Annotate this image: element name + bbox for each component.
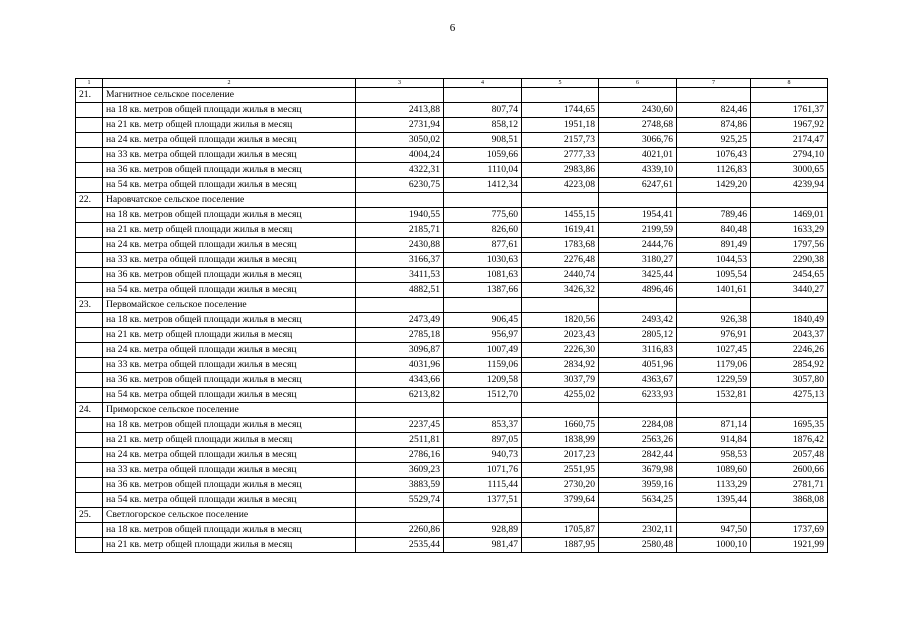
value-cell: 956,97: [444, 328, 522, 343]
section-name: Наровчатское сельское поселение: [103, 193, 356, 208]
value-cell: 1387,66: [444, 283, 522, 298]
value-cell: 2185,71: [356, 223, 444, 238]
empty-cell: [76, 523, 103, 538]
empty-cell: [751, 193, 828, 208]
value-cell: 2430,60: [599, 103, 677, 118]
value-cell: 2174,47: [751, 133, 828, 148]
value-cell: 874,86: [677, 118, 751, 133]
value-cell: 853,37: [444, 418, 522, 433]
value-cell: 2748,68: [599, 118, 677, 133]
empty-cell: [356, 508, 444, 523]
value-cell: 1179,06: [677, 358, 751, 373]
table-row: [76, 103, 828, 118]
value-cell: 3883,59: [356, 478, 444, 493]
value-cell: 947,50: [677, 523, 751, 538]
section-index: 22.: [76, 193, 103, 208]
value-cell: 4339,10: [599, 163, 677, 178]
table-row: [76, 238, 828, 253]
value-cell: 2731,94: [356, 118, 444, 133]
value-cell: 826,60: [444, 223, 522, 238]
table-row: [76, 358, 828, 373]
empty-cell: [76, 433, 103, 448]
empty-cell: [76, 118, 103, 133]
empty-cell: [751, 88, 828, 103]
value-cell: 1660,75: [522, 418, 599, 433]
value-cell: 1940,55: [356, 208, 444, 223]
value-cell: 3679,98: [599, 463, 677, 478]
empty-cell: [599, 298, 677, 313]
section-header-row: [76, 88, 828, 103]
value-cell: 1126,83: [677, 163, 751, 178]
empty-cell: [751, 508, 828, 523]
empty-cell: [444, 508, 522, 523]
empty-cell: [677, 508, 751, 523]
empty-cell: [76, 133, 103, 148]
table-row: [76, 283, 828, 298]
value-cell: 2157,73: [522, 133, 599, 148]
table-row: [76, 448, 828, 463]
value-cell: 2444,76: [599, 238, 677, 253]
value-cell: 1159,06: [444, 358, 522, 373]
empty-cell: [76, 178, 103, 193]
value-cell: 1110,04: [444, 163, 522, 178]
empty-cell: [76, 148, 103, 163]
column-number-cell: 4: [444, 79, 522, 88]
table-row: [76, 328, 828, 343]
value-cell: 3050,02: [356, 133, 444, 148]
value-cell: 914,84: [677, 433, 751, 448]
empty-cell: [76, 328, 103, 343]
section-header-row: [76, 508, 828, 523]
empty-cell: [76, 388, 103, 403]
value-cell: 1705,87: [522, 523, 599, 538]
value-cell: 2842,44: [599, 448, 677, 463]
value-cell: 1209,58: [444, 373, 522, 388]
empty-cell: [444, 403, 522, 418]
value-cell: 928,89: [444, 523, 522, 538]
row-label: на 33 кв. метра общей площади жилья в месяц: [103, 358, 356, 373]
section-index: 23.: [76, 298, 103, 313]
empty-cell: [76, 208, 103, 223]
value-cell: 2805,12: [599, 328, 677, 343]
value-cell: 3037,79: [522, 373, 599, 388]
row-label: на 21 кв. метр общей площади жилья в месяц: [103, 433, 356, 448]
value-cell: 2854,92: [751, 358, 828, 373]
value-cell: 5634,25: [599, 493, 677, 508]
empty-cell: [76, 313, 103, 328]
row-label: на 18 кв. метров общей площади жилья в месяц: [103, 418, 356, 433]
value-cell: 3180,27: [599, 253, 677, 268]
value-cell: 4343,66: [356, 373, 444, 388]
table-row: [76, 538, 828, 553]
value-cell: 2834,92: [522, 358, 599, 373]
value-cell: 3868,08: [751, 493, 828, 508]
value-cell: 4896,46: [599, 283, 677, 298]
value-cell: 4051,96: [599, 358, 677, 373]
value-cell: 1076,43: [677, 148, 751, 163]
value-cell: 4363,67: [599, 373, 677, 388]
value-cell: 5529,74: [356, 493, 444, 508]
row-label: на 54 кв. метра общей площади жилья в месяц: [103, 283, 356, 298]
column-number-row: [76, 79, 828, 88]
value-cell: 2276,48: [522, 253, 599, 268]
value-cell: 775,60: [444, 208, 522, 223]
value-cell: 1761,37: [751, 103, 828, 118]
tariff-table: [75, 78, 828, 553]
value-cell: 1967,92: [751, 118, 828, 133]
row-label: на 36 кв. метров общей площади жилья в месяц: [103, 478, 356, 493]
value-cell: 4322,31: [356, 163, 444, 178]
table-row: [76, 253, 828, 268]
value-cell: 4004,24: [356, 148, 444, 163]
value-cell: 2454,65: [751, 268, 828, 283]
empty-cell: [76, 268, 103, 283]
column-number-cell: 8: [751, 79, 828, 88]
value-cell: 1876,42: [751, 433, 828, 448]
value-cell: 2786,16: [356, 448, 444, 463]
section-header-row: [76, 298, 828, 313]
value-cell: 2785,18: [356, 328, 444, 343]
value-cell: 2290,38: [751, 253, 828, 268]
value-cell: 1797,56: [751, 238, 828, 253]
empty-cell: [76, 463, 103, 478]
value-cell: 926,38: [677, 313, 751, 328]
value-cell: 3609,23: [356, 463, 444, 478]
row-label: на 18 кв. метров общей площади жилья в месяц: [103, 313, 356, 328]
row-label: на 21 кв. метр общей площади жилья в месяц: [103, 328, 356, 343]
value-cell: 1044,53: [677, 253, 751, 268]
value-cell: 908,51: [444, 133, 522, 148]
value-cell: 3096,87: [356, 343, 444, 358]
value-cell: 6230,75: [356, 178, 444, 193]
empty-cell: [444, 88, 522, 103]
section-header-row: [76, 403, 828, 418]
value-cell: 2430,88: [356, 238, 444, 253]
value-cell: 1027,45: [677, 343, 751, 358]
value-cell: 2260,86: [356, 523, 444, 538]
empty-cell: [76, 373, 103, 388]
section-name: Светлогорское сельское поселение: [103, 508, 356, 523]
value-cell: 2302,11: [599, 523, 677, 538]
row-label: на 33 кв. метра общей площади жилья в месяц: [103, 148, 356, 163]
value-cell: 1512,70: [444, 388, 522, 403]
value-cell: 2535,44: [356, 538, 444, 553]
section-index: 25.: [76, 508, 103, 523]
value-cell: 1229,59: [677, 373, 751, 388]
value-cell: 1695,35: [751, 418, 828, 433]
value-cell: 1377,51: [444, 493, 522, 508]
empty-cell: [522, 193, 599, 208]
value-cell: 1921,99: [751, 538, 828, 553]
table-row: [76, 463, 828, 478]
column-number-cell: 5: [522, 79, 599, 88]
table-row: [76, 418, 828, 433]
value-cell: 1744,65: [522, 103, 599, 118]
empty-cell: [356, 403, 444, 418]
empty-cell: [677, 298, 751, 313]
value-cell: 789,46: [677, 208, 751, 223]
empty-cell: [76, 358, 103, 373]
table-row: [76, 208, 828, 223]
column-number-cell: 7: [677, 79, 751, 88]
value-cell: 1089,60: [677, 463, 751, 478]
empty-cell: [356, 88, 444, 103]
row-label: на 54 кв. метра общей площади жилья в месяц: [103, 493, 356, 508]
value-cell: 2551,95: [522, 463, 599, 478]
value-cell: 2057,48: [751, 448, 828, 463]
empty-cell: [76, 103, 103, 118]
value-cell: 840,48: [677, 223, 751, 238]
value-cell: 1071,76: [444, 463, 522, 478]
section-header-row: [76, 193, 828, 208]
value-cell: 4021,01: [599, 148, 677, 163]
value-cell: 976,91: [677, 328, 751, 343]
value-cell: 2043,37: [751, 328, 828, 343]
value-cell: 940,73: [444, 448, 522, 463]
value-cell: 1783,68: [522, 238, 599, 253]
row-label: на 54 кв. метра общей площади жилья в месяц: [103, 388, 356, 403]
row-label: на 24 кв. метра общей площади жилья в месяц: [103, 133, 356, 148]
value-cell: 1532,81: [677, 388, 751, 403]
row-label: на 18 кв. метров общей площади жилья в месяц: [103, 208, 356, 223]
value-cell: 6213,82: [356, 388, 444, 403]
value-cell: 1951,18: [522, 118, 599, 133]
section-index: 24.: [76, 403, 103, 418]
row-label: на 21 кв. метр общей площади жилья в месяц: [103, 223, 356, 238]
table-row: [76, 178, 828, 193]
value-cell: 4255,02: [522, 388, 599, 403]
value-cell: 3066,76: [599, 133, 677, 148]
value-cell: 1412,34: [444, 178, 522, 193]
empty-cell: [76, 538, 103, 553]
value-cell: 2983,86: [522, 163, 599, 178]
value-cell: 1840,49: [751, 313, 828, 328]
empty-cell: [677, 88, 751, 103]
row-label: на 36 кв. метров общей площади жилья в месяц: [103, 373, 356, 388]
empty-cell: [76, 448, 103, 463]
column-number-cell: 1: [76, 79, 103, 88]
empty-cell: [76, 163, 103, 178]
empty-cell: [76, 223, 103, 238]
value-cell: 2413,88: [356, 103, 444, 118]
value-cell: 1469,01: [751, 208, 828, 223]
empty-cell: [444, 298, 522, 313]
table-row: [76, 373, 828, 388]
value-cell: 1820,56: [522, 313, 599, 328]
value-cell: 925,25: [677, 133, 751, 148]
value-cell: 1838,99: [522, 433, 599, 448]
column-number-cell: 3: [356, 79, 444, 88]
value-cell: 1619,41: [522, 223, 599, 238]
table-row: [76, 223, 828, 238]
value-cell: 2563,26: [599, 433, 677, 448]
value-cell: 858,12: [444, 118, 522, 133]
row-label: на 24 кв. метра общей площади жилья в месяц: [103, 448, 356, 463]
row-label: на 36 кв. метров общей площади жилья в месяц: [103, 268, 356, 283]
section-name: Приморское сельское поселение: [103, 403, 356, 418]
value-cell: 981,47: [444, 538, 522, 553]
empty-cell: [76, 343, 103, 358]
value-cell: 807,74: [444, 103, 522, 118]
empty-cell: [522, 88, 599, 103]
value-cell: 1030,63: [444, 253, 522, 268]
row-label: на 36 кв. метров общей площади жилья в месяц: [103, 163, 356, 178]
table-row: [76, 313, 828, 328]
value-cell: 4031,96: [356, 358, 444, 373]
value-cell: 1133,29: [677, 478, 751, 493]
table-row: [76, 133, 828, 148]
empty-cell: [76, 238, 103, 253]
table-row: [76, 268, 828, 283]
value-cell: 2511,81: [356, 433, 444, 448]
value-cell: 958,53: [677, 448, 751, 463]
section-name: Первомайское сельское поселение: [103, 298, 356, 313]
value-cell: 2017,23: [522, 448, 599, 463]
empty-cell: [522, 403, 599, 418]
empty-cell: [751, 298, 828, 313]
value-cell: 1429,20: [677, 178, 751, 193]
table-row: [76, 163, 828, 178]
empty-cell: [356, 298, 444, 313]
value-cell: 1737,69: [751, 523, 828, 538]
value-cell: 4882,51: [356, 283, 444, 298]
empty-cell: [356, 193, 444, 208]
table-row: [76, 523, 828, 538]
row-label: на 24 кв. метра общей площади жилья в месяц: [103, 238, 356, 253]
empty-cell: [76, 478, 103, 493]
empty-cell: [444, 193, 522, 208]
value-cell: 1000,10: [677, 538, 751, 553]
table-row: [76, 388, 828, 403]
value-cell: 2440,74: [522, 268, 599, 283]
section-index: 21.: [76, 88, 103, 103]
row-label: на 33 кв. метра общей площади жилья в месяц: [103, 463, 356, 478]
value-cell: 2226,30: [522, 343, 599, 358]
value-cell: 2493,42: [599, 313, 677, 328]
value-cell: 2781,71: [751, 478, 828, 493]
empty-cell: [599, 403, 677, 418]
value-cell: 2777,33: [522, 148, 599, 163]
empty-cell: [522, 298, 599, 313]
row-label: на 24 кв. метра общей площади жилья в месяц: [103, 343, 356, 358]
value-cell: 877,61: [444, 238, 522, 253]
row-label: на 33 кв. метра общей площади жилья в месяц: [103, 253, 356, 268]
empty-cell: [677, 403, 751, 418]
value-cell: 2246,26: [751, 343, 828, 358]
value-cell: 1633,29: [751, 223, 828, 238]
section-name: Магнитное сельское поселение: [103, 88, 356, 103]
value-cell: 3411,53: [356, 268, 444, 283]
value-cell: 1059,66: [444, 148, 522, 163]
empty-cell: [522, 508, 599, 523]
value-cell: 2794,10: [751, 148, 828, 163]
value-cell: 1395,44: [677, 493, 751, 508]
empty-cell: [677, 193, 751, 208]
value-cell: 2237,45: [356, 418, 444, 433]
value-cell: 3116,83: [599, 343, 677, 358]
value-cell: 6233,93: [599, 388, 677, 403]
value-cell: 2199,59: [599, 223, 677, 238]
value-cell: 3959,16: [599, 478, 677, 493]
empty-cell: [76, 493, 103, 508]
value-cell: 1887,95: [522, 538, 599, 553]
table-row: [76, 493, 828, 508]
row-label: на 18 кв. метров общей площади жилья в месяц: [103, 523, 356, 538]
table-row: [76, 478, 828, 493]
empty-cell: [751, 403, 828, 418]
value-cell: 871,14: [677, 418, 751, 433]
value-cell: 2023,43: [522, 328, 599, 343]
value-cell: 824,46: [677, 103, 751, 118]
value-cell: 2284,08: [599, 418, 677, 433]
value-cell: 4275,13: [751, 388, 828, 403]
value-cell: 1115,44: [444, 478, 522, 493]
value-cell: 3440,27: [751, 283, 828, 298]
table-row: [76, 433, 828, 448]
empty-cell: [599, 193, 677, 208]
row-label: на 18 кв. метров общей площади жилья в месяц: [103, 103, 356, 118]
value-cell: 2473,49: [356, 313, 444, 328]
value-cell: 4223,08: [522, 178, 599, 193]
value-cell: 897,05: [444, 433, 522, 448]
empty-cell: [76, 283, 103, 298]
value-cell: 1954,41: [599, 208, 677, 223]
column-number-cell: 2: [103, 79, 356, 88]
row-label: на 54 кв. метра общей площади жилья в месяц: [103, 178, 356, 193]
value-cell: 1401,61: [677, 283, 751, 298]
table-row: [76, 343, 828, 358]
value-cell: 3426,32: [522, 283, 599, 298]
value-cell: 1455,15: [522, 208, 599, 223]
value-cell: 6247,61: [599, 178, 677, 193]
value-cell: 3799,64: [522, 493, 599, 508]
value-cell: 2730,20: [522, 478, 599, 493]
empty-cell: [599, 508, 677, 523]
value-cell: 891,49: [677, 238, 751, 253]
value-cell: 2580,48: [599, 538, 677, 553]
value-cell: 1095,54: [677, 268, 751, 283]
value-cell: 4239,94: [751, 178, 828, 193]
value-cell: 3057,80: [751, 373, 828, 388]
value-cell: 1007,49: [444, 343, 522, 358]
value-cell: 3425,44: [599, 268, 677, 283]
empty-cell: [599, 88, 677, 103]
empty-cell: [76, 253, 103, 268]
value-cell: 3000,65: [751, 163, 828, 178]
value-cell: 2600,66: [751, 463, 828, 478]
row-label: на 21 кв. метр общей площади жилья в месяц: [103, 118, 356, 133]
value-cell: 906,45: [444, 313, 522, 328]
empty-cell: [76, 418, 103, 433]
page-number: 6: [449, 22, 456, 34]
table-row: [76, 118, 828, 133]
value-cell: 3166,37: [356, 253, 444, 268]
column-number-cell: 6: [599, 79, 677, 88]
value-cell: 1081,63: [444, 268, 522, 283]
table-row: [76, 148, 828, 163]
row-label: на 21 кв. метр общей площади жилья в месяц: [103, 538, 356, 553]
